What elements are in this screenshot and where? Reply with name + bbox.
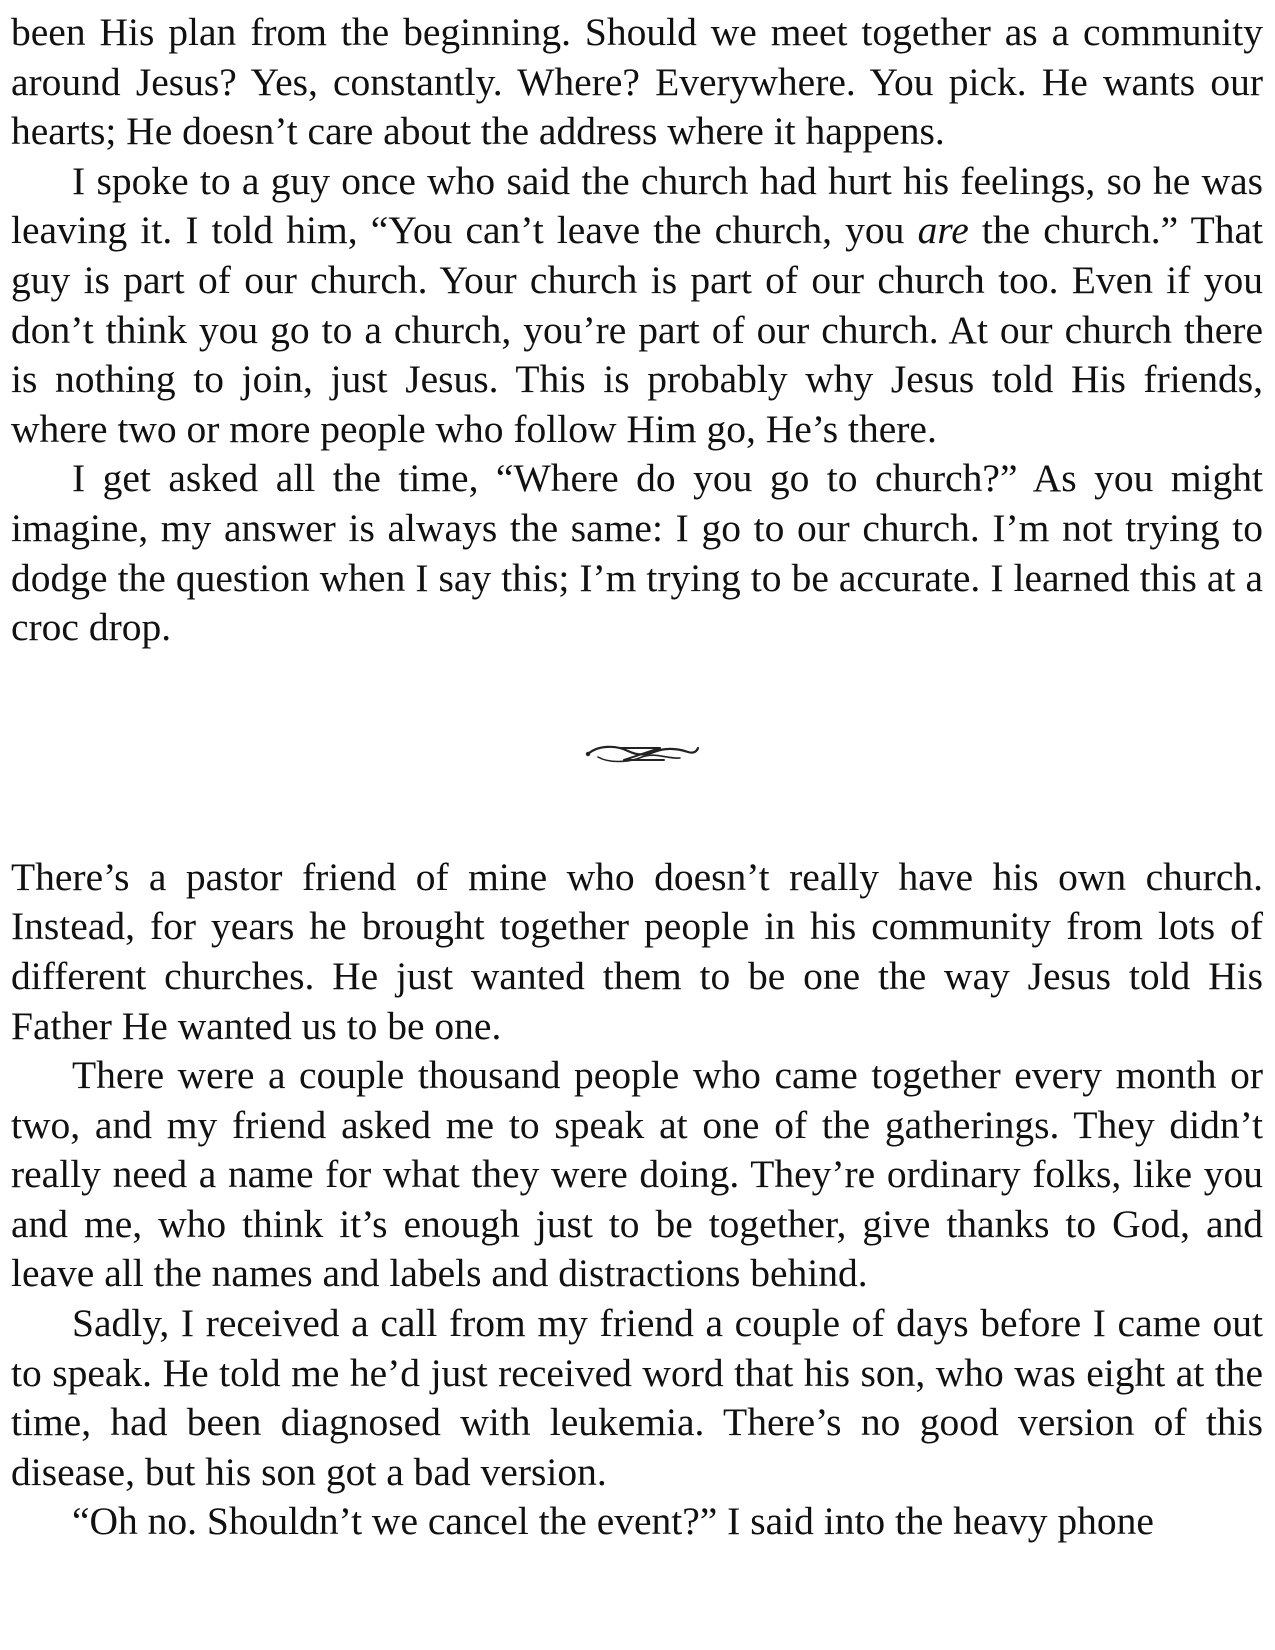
- emphasized-word: are: [917, 208, 969, 253]
- paragraph-continued: been His plan from the beginning. Should we meet together as a community around Jesus? Yes, constantly. Where? Everywhere. You pick. He wants our hearts; He doesn’t care about the address where it happens.: [11, 10, 1263, 154]
- paragraph-gatherings: There were a couple thousand people who came together every month or two, and my friend asked me to speak at one of the gatherings. They didn’t really need a name for what they were doing. They’re ordinary folks, like you and me, who think it’s enough just to be together, give thanks to God, and leave all the names and labels and distractions behind.: [11, 1053, 1263, 1296]
- section-break: [11, 653, 1263, 853]
- flourish-ornament-icon: [584, 739, 702, 767]
- paragraph-text-start: I spoke to a guy once who said the church had hurt his feelings, so he was leaving it. I told him, “You can’t leave the church, you: [11, 158, 1263, 253]
- paragraph-cancel-event: “Oh no. Shouldn’t we cancel the event?” I said into the heavy phone: [72, 1499, 1154, 1544]
- paragraph-pastor-friend: There’s a pastor friend of mine who doesn’t really have his own church. Instead, for years he brought together people in his community from lots of different churches. He just wanted them to be one the way Jesus told His Father He wanted us to be one.: [11, 854, 1263, 1048]
- book-page: [11, 8, 1263, 1547]
- paragraph-phone-call: Sadly, I received a call from my friend a couple of days before I came out to speak. He told me he’d just received word that his son, who was eight at the time, had been diagnosed with leukemia. There’s no good version of this disease, but his son got a bad version.: [11, 1301, 1263, 1494]
- paragraph-text-end: the church.” That guy is part of our church. Your church is part of our church too. Even if you don’t think you go to a church, you’re part of our church. At our church there is nothing to join, just Jesus. This is probably why Jesus told His friends, where two or more people who follow Him go, He’s there.: [11, 208, 1263, 451]
- paragraph-church-feelings: [11, 157, 1263, 455]
- paragraph-where-church: I get asked all the time, “Where do you go to church?” As you might imagine, my answer is always the same: I go to our church. I’m not trying to dodge the question when I say this; I’m trying to be accurate. I learned this at a croc drop.: [11, 456, 1263, 650]
